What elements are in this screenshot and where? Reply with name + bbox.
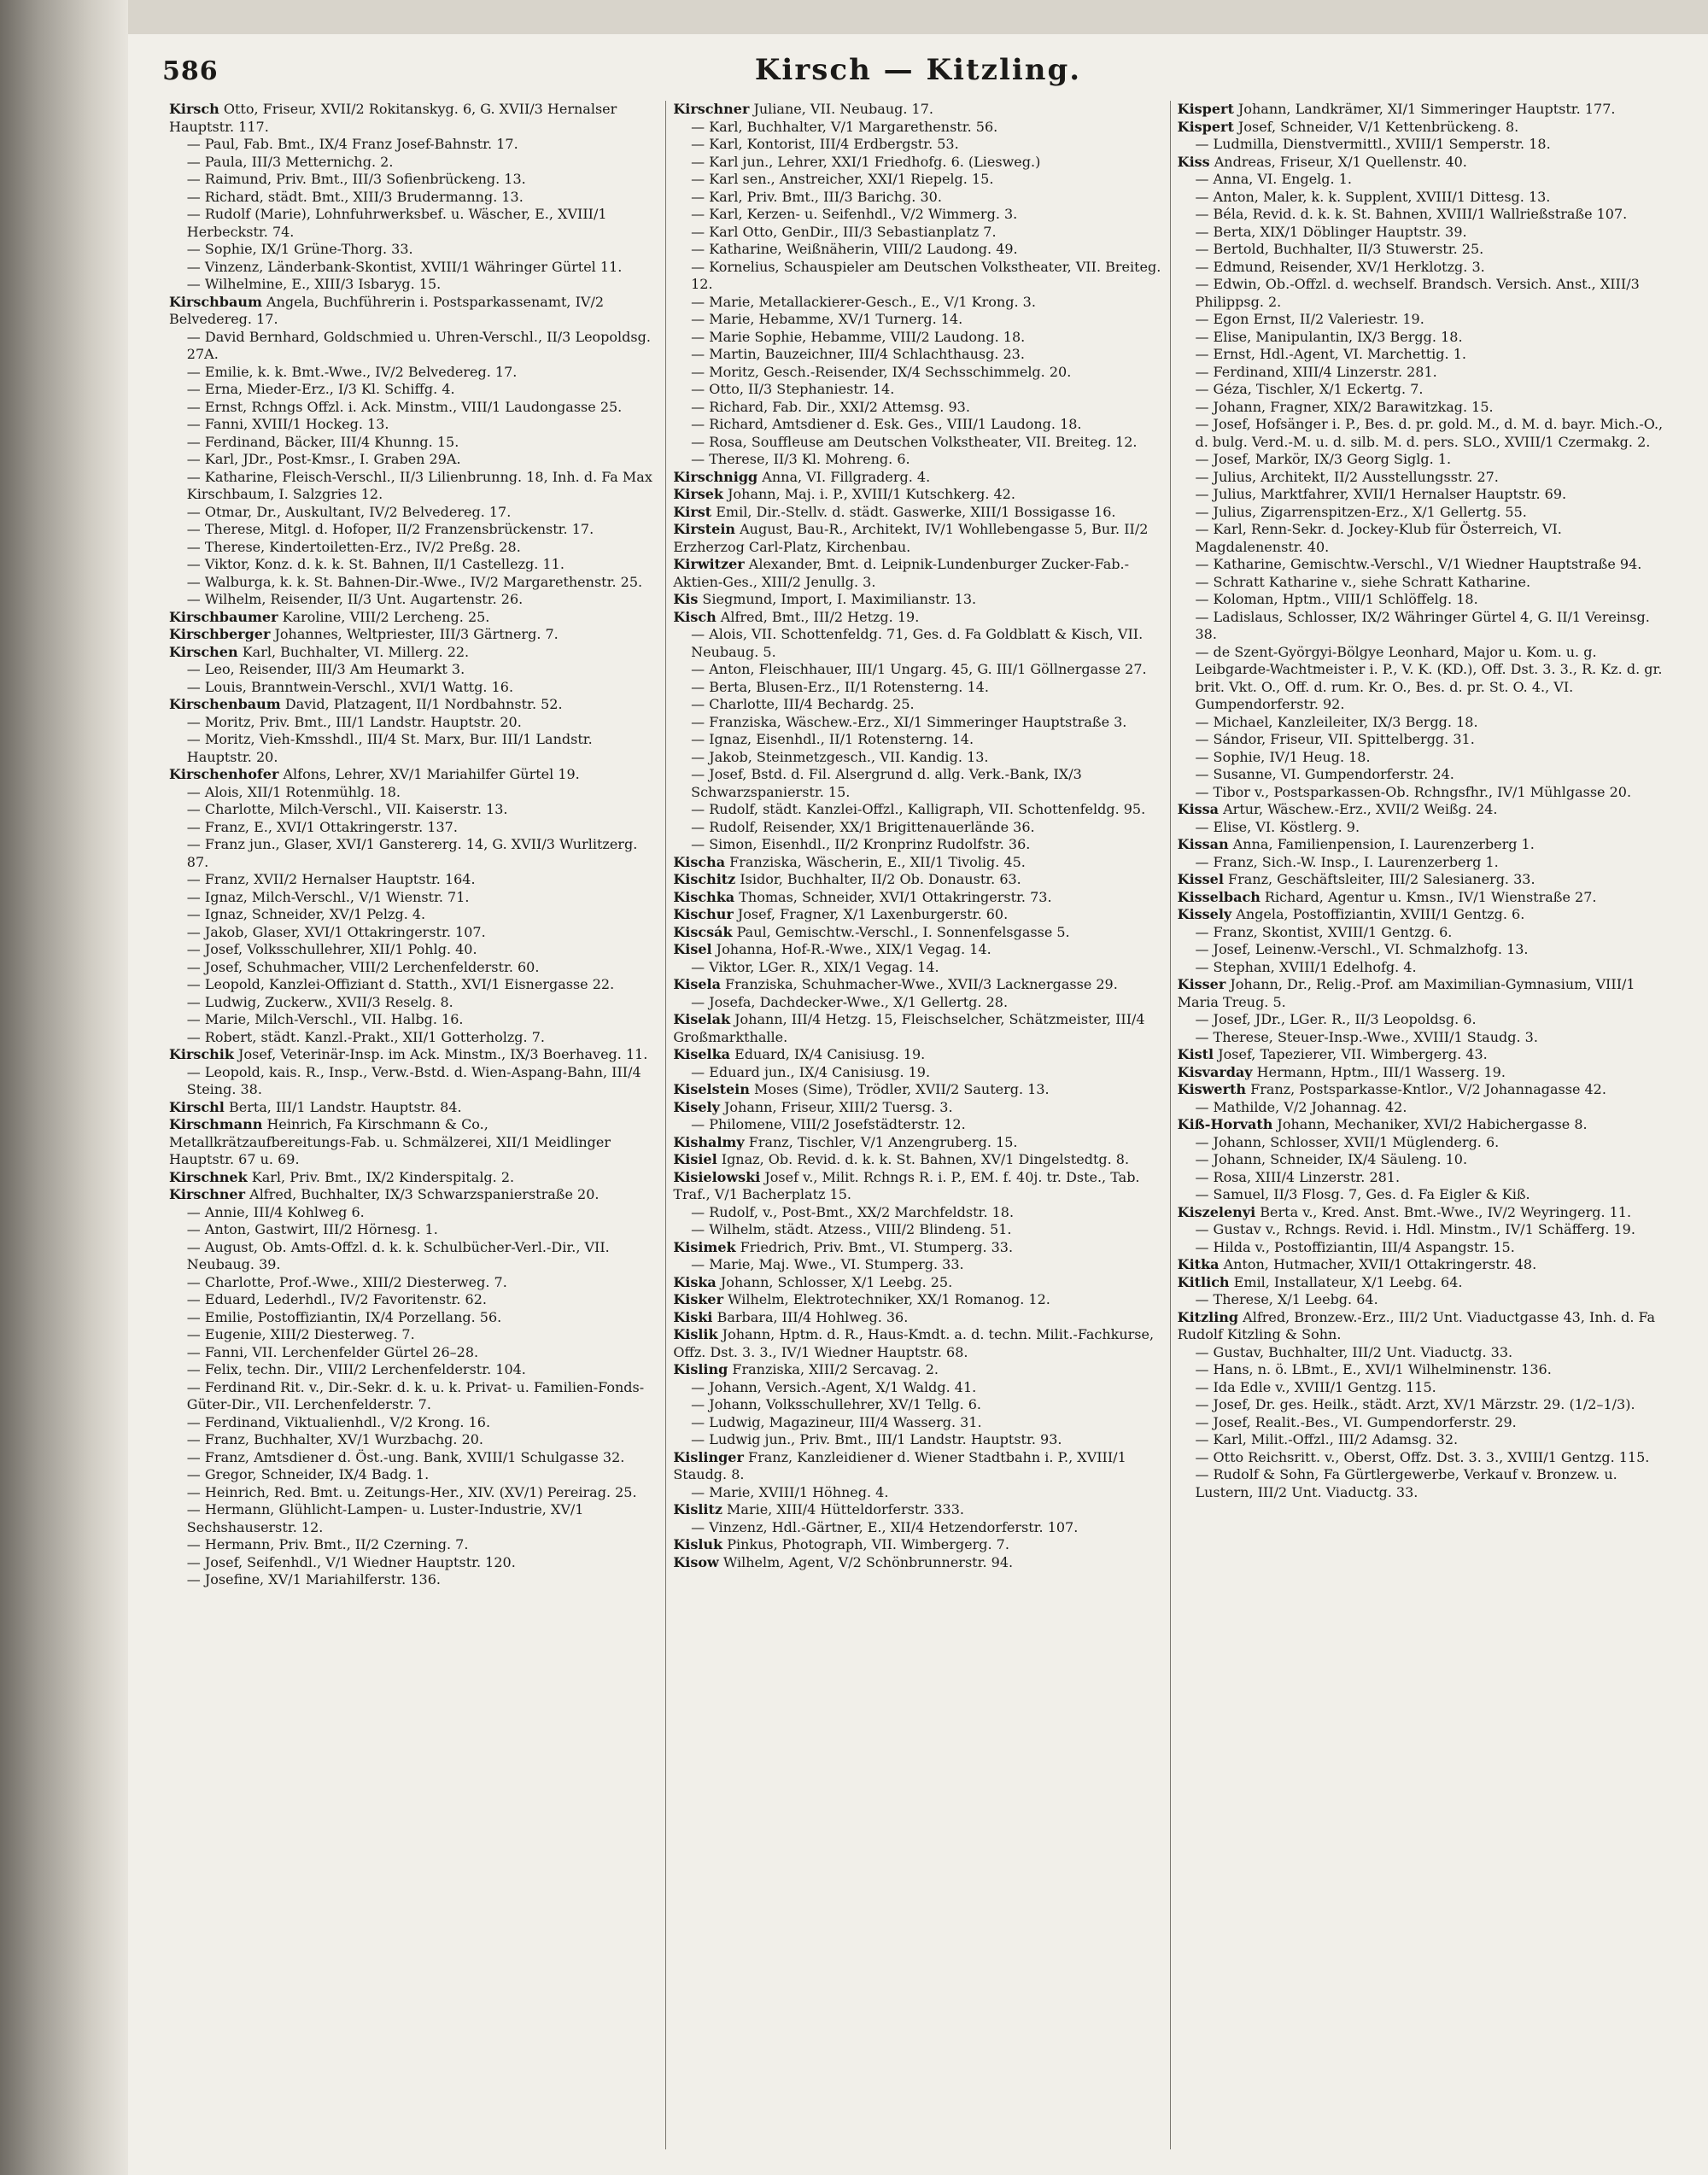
directory-entry: Kirstein August, Bau-R., Architekt, IV/1 Wohllebengasse 5, Bur. II/2 Erzherzog Carl-Platz, Kirchenbau. [673, 521, 1149, 555]
entry-surname: Kirschner [673, 101, 750, 117]
directory-entry: — Annie, III/4 Kohlweg 6. [186, 1203, 365, 1220]
directory-entry: — Josef, Markör, IX/3 Georg Siglg. 1. [1195, 451, 1452, 467]
directory-entry: Kirschbaumer Karoline, VIII/2 Lercheng. 25. [169, 608, 490, 625]
entry-surname: Kiszelenyi [1177, 1203, 1256, 1220]
directory-entry: — Hans, n. ö. LBmt., E., XVI/1 Wilhelminenstr. 136. [1195, 1361, 1552, 1377]
directory-entry: — August, Ob. Amts-Offzl. d. k. k. Schulbücher-Verl.-Dir., VII. Neubaug. 39. [186, 1238, 610, 1272]
directory-entry: — Kornelius, Schauspieler am Deutschen Volkstheater, VII. Breiteg. 12. [691, 258, 1161, 292]
directory-entry: — Hermann, Glühlicht-Lampen- u. Luster-Industrie, XV/1 Sechshauserstr. 12. [186, 1501, 584, 1535]
directory-entry: — Wilhelm, städt. Atzess., VIII/2 Blindeng. 51. [691, 1221, 1012, 1237]
directory-entry: — Ferdinand, Viktualienhdl., V/2 Krong. 16. [186, 1413, 491, 1430]
entry-surname: Kisiel [673, 1151, 717, 1167]
entry-surname: Kissely [1177, 906, 1232, 922]
directory-entry: — Viktor, Konz. d. k. k. St. Bahnen, II/1 Castellezg. 11. [186, 556, 564, 572]
directory-entry: Kissa Artur, Wäschew.-Erz., XVII/2 Weißg. 24. [1177, 801, 1498, 817]
directory-entry: — Franz, Sich.-W. Insp., I. Laurenzerberg 1. [1195, 853, 1499, 870]
directory-entry: Kisiel Ignaz, Ob. Revid. d. k. k. St. Bahnen, XV/1 Dingelstedtg. 8. [673, 1151, 1130, 1167]
directory-entry: Kisel Johanna, Hof-R.-Wwe., XIX/1 Vegag. 14. [673, 941, 991, 957]
entry-surname: Kiß-Horvath [1177, 1116, 1273, 1132]
directory-entry: — Berta, Blusen-Erz., II/1 Rotensterng. 14. [691, 678, 989, 695]
directory-entry: Kissely Angela, Postoffiziantin, XVIII/1 Gentzg. 6. [1177, 906, 1525, 922]
directory-entry: — Ferdinand Rit. v., Dir.-Sekr. d. k. u. k. Privat- u. Familien-Fonds-Güter-Dir., VII. Lerchenfelderstr. 7. [186, 1378, 645, 1412]
directory-page [128, 34, 1708, 2175]
directory-entry: — Tibor v., Postsparkassen-Ob. Rchngsfhr., IV/1 Mühlgasse 20. [1195, 783, 1632, 800]
directory-entry: Kislitz Marie, XIII/4 Hütteldorferstr. 333. [673, 1501, 964, 1517]
entry-surname: Kisielowski [673, 1168, 761, 1185]
entry-surname: Kirschenbaum [169, 696, 281, 712]
directory-entry: — Marie, Metallackierer-Gesch., E., V/1 Krong. 3. [691, 293, 1036, 310]
directory-entry: — Emilie, Postoffiziantin, IX/4 Porzellang. 56. [186, 1308, 502, 1325]
entry-surname: Kiselka [673, 1046, 731, 1062]
entry-surname: Kischa [673, 853, 726, 870]
directory-entry: — Josef, Hofsänger i. P., Bes. d. pr. gold. M., d. M. d. bayr. Mich.-O., d. bulg. Verd.-M. u. d. silb. M. d. pers. SLO., XVIII/1 Czermakg. 2. [1195, 416, 1664, 450]
directory-entry: — Franz jun., Glaser, XVI/1 Ganstererg. 14, G. XVII/3 Wurlitzerg. 87. [186, 836, 638, 870]
directory-entry: — Wilhelm, Reisender, II/3 Unt. Augartenstr. 26. [186, 591, 524, 607]
entry-surname: Kirsek [673, 486, 724, 502]
entry-surname: Kirschberger [169, 626, 271, 642]
directory-entry: — Ferdinand, Bäcker, III/4 Khunng. 15. [186, 433, 459, 450]
entry-surname: Kisselbach [1177, 888, 1261, 905]
directory-entry: — Anton, Fleischhauer, III/1 Ungarg. 45, G. III/1 Göllnergasse 27. [691, 661, 1147, 677]
directory-entry: Kirschner Juliane, VII. Neubaug. 17. [673, 101, 933, 117]
directory-entry: — Franz, Amtsdiener d. Öst.-ung. Bank, XVIII/1 Schulgasse 32. [186, 1448, 625, 1465]
entry-surname: Kirschl [169, 1098, 225, 1115]
entry-surname: Kis [673, 591, 699, 607]
directory-entry: — Johann, Fragner, XIX/2 Barawitzkag. 15. [1195, 398, 1494, 415]
entry-surname: Kisimek [673, 1238, 736, 1255]
directory-entry: — Karl Otto, GenDir., III/3 Sebastianplatz 7. [691, 223, 997, 240]
directory-entry: — Rudolf, Reisender, XX/1 Brigittenauerlände 36. [691, 818, 1035, 835]
directory-entry: — Therese, Steuer-Insp.-Wwe., XVIII/1 Staudg. 3. [1195, 1028, 1538, 1045]
entry-surname: Kirschbaum [169, 293, 262, 310]
directory-entry: — Edmund, Reisender, XV/1 Herklotzg. 3. [1195, 258, 1485, 275]
directory-entry: Kisling Franziska, XIII/2 Sercavag. 2. [673, 1361, 939, 1377]
directory-entry: Kischa Franziska, Wäscherin, E., XII/1 Tivolig. 45. [673, 853, 1026, 870]
directory-columns [162, 101, 1674, 2149]
directory-entry: Kissel Franz, Geschäftsleiter, III/2 Salesianerg. 33. [1177, 871, 1535, 887]
entry-surname: Kiscsák [673, 923, 733, 940]
book-gutter [0, 0, 128, 2175]
page-header [162, 53, 1674, 101]
entry-surname: Kislitz [673, 1501, 722, 1517]
directory-entry: Kisser Johann, Dr., Relig.-Prof. am Maximilian-Gymnasium, VIII/1 Maria Treug. 5. [1177, 976, 1635, 1010]
entry-surname: Kiski [673, 1308, 713, 1325]
directory-entry: — Géza, Tischler, X/1 Eckertg. 7. [1195, 381, 1424, 397]
directory-entry: — Gustav, Buchhalter, III/2 Unt. Viaductg. 33. [1195, 1343, 1513, 1360]
entry-surname: Kirschner [169, 1186, 246, 1202]
directory-entry: Kischitz Isidor, Buchhalter, II/2 Ob. Donaustr. 63. [673, 871, 1021, 887]
directory-entry: — Louis, Branntwein-Verschl., XVI/1 Wattg. 16. [186, 678, 514, 695]
directory-entry: Kisow Wilhelm, Agent, V/2 Schönbrunnerstr. 94. [673, 1553, 1014, 1570]
entry-surname: Kitlich [1177, 1273, 1230, 1290]
entry-surname: Kischka [673, 888, 735, 905]
directory-entry: Kitzling Alfred, Bronzew.-Erz., III/2 Unt. Viaductgasse 43, Inh. d. Fa Rudolf Kitzling & Sohn. [1177, 1308, 1656, 1342]
entry-surname: Kischitz [673, 871, 736, 887]
directory-entry: — Alois, VII. Schottenfeldg. 71, Ges. d. Fa Goldblatt & Kisch, VII. Neubaug. 5. [691, 626, 1144, 660]
directory-entry: — Michael, Kanzleileiter, IX/3 Bergg. 18. [1195, 713, 1478, 730]
directory-entry: — Vinzenz, Hdl.-Gärtner, E., XII/4 Hetzendorferstr. 107. [691, 1518, 1079, 1535]
running-head: Kirsch — Kitzling. [754, 53, 1082, 87]
entry-surname: Kirstein [673, 521, 736, 537]
entry-surname: Kiss [1177, 153, 1210, 170]
directory-entry: Kiselka Eduard, IX/4 Canisiusg. 19. [673, 1046, 926, 1062]
directory-entry: — Simon, Eisenhdl., II/2 Kronprinz Rudolfstr. 36. [691, 836, 1031, 852]
directory-entry: Kirschner Alfred, Buchhalter, IX/3 Schwarzspanierstraße 20. [169, 1186, 600, 1202]
directory-entry: — Johann, Versich.-Agent, X/1 Waldg. 41. [691, 1378, 977, 1395]
entry-surname: Kisvarday [1177, 1063, 1253, 1080]
directory-entry: Kirsek Johann, Maj. i. P., XVIII/1 Kutschkerg. 42. [673, 486, 1015, 502]
directory-entry: — Ida Edle v., XVIII/1 Gentzg. 115. [1195, 1378, 1436, 1395]
directory-entry: — Jakob, Glaser, XVI/1 Ottakringerstr. 107. [186, 923, 486, 940]
entry-surname: Kitzling [1177, 1308, 1239, 1325]
directory-entry: — Charlotte, Prof.-Wwe., XIII/2 Diesterweg. 7. [186, 1273, 507, 1290]
directory-entry: Kiska Johann, Schlosser, X/1 Leebg. 25. [673, 1273, 953, 1290]
directory-entry: — Charlotte, III/4 Bechardg. 25. [691, 696, 915, 712]
directory-entry: — Karl sen., Anstreicher, XXI/1 Riepelg. 15. [691, 171, 994, 187]
directory-entry: — Schratt Katharine v., siehe Schratt Katharine. [1195, 573, 1531, 590]
directory-entry: — Ignaz, Schneider, XV/1 Pelzg. 4. [186, 906, 426, 922]
directory-entry: — Sophie, IV/1 Heug. 18. [1195, 748, 1371, 765]
directory-entry: — Eduard jun., IX/4 Canisiusg. 19. [691, 1063, 931, 1080]
directory-entry: — Franziska, Wäschew.-Erz., XI/1 Simmeringer Hauptstraße 3. [691, 713, 1127, 730]
directory-entry: — Moritz, Vieh-Kmsshdl., III/4 St. Marx, Bur. III/1 Landstr. Hauptstr. 20. [186, 731, 593, 765]
directory-entry: Kirschnigg Anna, VI. Fillgraderg. 4. [673, 468, 931, 485]
directory-entry: — Marie Sophie, Hebamme, VIII/2 Laudong. 18. [691, 328, 1026, 345]
entry-surname: Kishalmy [673, 1133, 745, 1150]
directory-entry: — Julius, Marktfahrer, XVII/1 Hernalser Hauptstr. 69. [1195, 486, 1567, 502]
directory-entry: — Rudolf, v., Post-Bmt., XX/2 Marchfeldstr. 18. [691, 1203, 1015, 1220]
directory-entry: — Karl, Kontorist, III/4 Erdbergstr. 53. [691, 136, 959, 152]
directory-entry: — Franz, XVII/2 Hernalser Hauptstr. 164. [186, 871, 476, 887]
directory-column-2 [665, 101, 1169, 2149]
directory-entry: — Ignaz, Milch-Verschl., V/1 Wienstr. 71. [186, 888, 470, 905]
directory-entry: Kitka Anton, Hutmacher, XVII/1 Ottakringerstr. 48. [1177, 1256, 1537, 1272]
directory-entry: — Therese, II/3 Kl. Mohreng. 6. [691, 451, 910, 467]
directory-entry: Kis Siegmund, Import, I. Maximilianstr. 13. [673, 591, 977, 607]
directory-entry: — Marie, XVIII/1 Höhneg. 4. [691, 1483, 889, 1500]
entry-surname: Kirschmann [169, 1116, 263, 1132]
directory-entry: — Franz, E., XVI/1 Ottakringerstr. 137. [186, 818, 458, 835]
directory-entry: — Josef, Volksschullehrer, XII/1 Pohlg. 40. [186, 941, 477, 957]
directory-entry: — Josefa, Dachdecker-Wwe., X/1 Gellertg. 28. [691, 993, 1009, 1010]
entry-surname: Kiswerth [1177, 1081, 1247, 1097]
directory-entry: — Wilhelmine, E., XIII/3 Isbaryg. 15. [186, 276, 442, 292]
directory-entry: Kirschmann Heinrich, Fa Kirschmann & Co., Metallkrätzaufbereitungs-Fab. u. Schmälzerei, XII/1 Meidlinger Hauptstr. 67 u. 69. [169, 1116, 611, 1167]
directory-entry: — Moritz, Gesch.-Reisender, IX/4 Sechsschimmelg. 20. [691, 363, 1072, 380]
directory-entry: — Ernst, Hdl.-Agent, VI. Marchettig. 1. [1195, 346, 1466, 362]
entry-surname: Kiselak [673, 1011, 731, 1027]
directory-entry: — Fanni, VII. Lerchenfelder Gürtel 26–28. [186, 1343, 479, 1360]
directory-entry: — Raimund, Priv. Bmt., III/3 Sofienbrückeng. 13. [186, 171, 526, 187]
directory-entry: — Rosa, XIII/4 Linzerstr. 281. [1195, 1168, 1401, 1185]
directory-entry: Kiselak Johann, III/4 Hetzg. 15, Fleischselcher, Schätzmeister, III/4 Großmarkthalle. [673, 1011, 1145, 1045]
directory-entry: — Paula, III/3 Metternichg. 2. [186, 153, 394, 170]
directory-entry: Kirst Emil, Dir.-Stellv. d. städt. Gaswerke, XIII/1 Bossigasse 16. [673, 503, 1116, 520]
directory-entry: — Eduard, Lederhdl., IV/2 Favoritenstr. 62. [186, 1291, 487, 1307]
directory-entry: Kitlich Emil, Installateur, X/1 Leebg. 64. [1177, 1273, 1463, 1290]
directory-entry: — Richard, Fab. Dir., XXI/2 Attemsg. 93. [691, 398, 970, 415]
directory-entry: Kirschen Karl, Buchhalter, VI. Millerg. 22. [169, 643, 470, 660]
entry-surname: Kissa [1177, 801, 1220, 817]
directory-entry: — Robert, städt. Kanzl.-Prakt., XII/1 Gotterholzg. 7. [186, 1028, 545, 1045]
directory-entry: — Leo, Reisender, III/3 Am Heumarkt 3. [186, 661, 465, 677]
directory-entry: Kiski Barbara, III/4 Hohlweg. 36. [673, 1308, 909, 1325]
directory-entry: Kispert Johann, Landkrämer, XI/1 Simmeringer Hauptstr. 177. [1177, 101, 1616, 117]
directory-entry: Kischka Thomas, Schneider, XVI/1 Ottakringerstr. 73. [673, 888, 1052, 905]
entry-surname: Kisch [673, 608, 717, 625]
directory-entry: — Josef, Dr. ges. Heilk., städt. Arzt, XV/1 Märzstr. 29. (1/2–1/3). [1195, 1396, 1635, 1412]
entry-surname: Kirschen [169, 643, 238, 660]
entry-surname: Kirst [673, 503, 712, 520]
directory-entry: — Elise, VI. Köstlerg. 9. [1195, 818, 1360, 835]
directory-entry: — Sándor, Friseur, VII. Spittelbergg. 31. [1195, 731, 1475, 747]
directory-entry: — Rudolf (Marie), Lohnfuhrwerksbef. u. Wäscher, E., XVIII/1 Herbeckstr. 74. [186, 206, 607, 240]
directory-entry: — Viktor, LGer. R., XIX/1 Vegag. 14. [691, 958, 939, 975]
entry-surname: Kirwitzer [673, 556, 745, 572]
entry-surname: Kirsch [169, 101, 219, 117]
directory-entry: — Katharine, Weißnäherin, VIII/2 Laudong. 49. [691, 241, 1018, 257]
directory-entry: — Erna, Mieder-Erz., I/3 Kl. Schiffg. 4. [186, 381, 455, 397]
entry-surname: Kisow [673, 1553, 719, 1570]
directory-entry: — Mathilde, V/2 Johannag. 42. [1195, 1098, 1407, 1115]
directory-entry: — Marie, Milch-Verschl., VII. Halbg. 16. [186, 1011, 464, 1027]
directory-entry: — Ludmilla, Dienstvermittl., XVIII/1 Semperstr. 18. [1195, 136, 1551, 152]
directory-entry: Kischur Josef, Fragner, X/1 Laxenburgerstr. 60. [673, 906, 1009, 922]
directory-entry: — Rudolf, städt. Kanzlei-Offzl., Kalligraph, VII. Schottenfeldg. 95. [691, 801, 1146, 817]
directory-entry: — Josefine, XV/1 Mariahilferstr. 136. [186, 1571, 441, 1587]
directory-entry: — Marie, Maj. Wwe., VI. Stumperg. 33. [691, 1256, 964, 1272]
directory-entry: — Fanni, XVIII/1 Hockeg. 13. [186, 416, 389, 432]
directory-entry: — Otto Reichsritt. v., Oberst, Offz. Dst. 3. 3., XVIII/1 Gentzg. 115. [1195, 1448, 1650, 1465]
directory-entry: — Karl, JDr., Post-Kmsr., I. Graben 29A. [186, 451, 461, 467]
directory-entry: — Felix, techn. Dir., VIII/2 Lerchenfelderstr. 104. [186, 1361, 526, 1377]
directory-entry: Kisimek Friedrich, Priv. Bmt., VI. Stumperg. 33. [673, 1238, 1014, 1255]
directory-entry: — Ludwig jun., Priv. Bmt., III/1 Landstr. Hauptstr. 93. [691, 1431, 1062, 1447]
entry-surname: Kirschnek [169, 1168, 248, 1185]
directory-entry: — Hilda v., Postoffiziantin, III/4 Aspangstr. 15. [1195, 1238, 1515, 1255]
directory-entry: — Anna, VI. Engelg. 1. [1195, 171, 1352, 187]
directory-entry: — Alois, XII/1 Rotenmühlg. 18. [186, 783, 401, 800]
directory-entry: — Franz, Skontist, XVIII/1 Gentzg. 6. [1195, 923, 1453, 940]
directory-entry: — Karl jun., Lehrer, XXI/1 Friedhofg. 6. (Liesweg.) [691, 153, 1041, 170]
directory-entry: — Ferdinand, XIII/4 Linzerstr. 281. [1195, 363, 1437, 380]
directory-entry: Kiß-Horvath Johann, Mechaniker, XVI/2 Habichergasse 8. [1177, 1116, 1588, 1132]
directory-entry: — Béla, Revid. d. k. k. St. Bahnen, XVIII/1 Wallrießstraße 107. [1195, 206, 1628, 222]
directory-entry: Kislik Johann, Hptm. d. R., Haus-Kmdt. a. d. techn. Milit.-Fachkurse, Offz. Dst. 3. 3., IV/1 Wiedner Hauptstr. 68. [673, 1326, 1155, 1360]
entry-surname: Kisling [673, 1361, 728, 1377]
entry-surname: Kirschbaumer [169, 608, 278, 625]
directory-entry: — Leopold, Kanzlei-Offiziant d. Statth., XVI/1 Eisnergasse 22. [186, 976, 615, 992]
entry-surname: Kiselstein [673, 1081, 750, 1097]
directory-entry: — Walburga, k. k. St. Bahnen-Dir.-Wwe., IV/2 Margarethenstr. 25. [186, 573, 643, 590]
directory-entry: Kispert Josef, Schneider, V/1 Kettenbrückeng. 8. [1177, 118, 1519, 135]
directory-entry: Kisker Wilhelm, Elektrotechniker, XX/1 Romanog. 12. [673, 1291, 1050, 1307]
entry-surname: Kitka [1177, 1256, 1220, 1272]
directory-entry: — Stephan, XVIII/1 Edelhofg. 4. [1195, 958, 1417, 975]
directory-entry: Kisvarday Hermann, Hptm., III/1 Wasserg. 19. [1177, 1063, 1506, 1080]
entry-surname: Kispert [1177, 118, 1234, 135]
directory-entry: — Moritz, Priv. Bmt., III/1 Landstr. Hauptstr. 20. [186, 713, 522, 730]
directory-entry: — Therese, Kindertoiletten-Erz., IV/2 Preßg. 28. [186, 538, 521, 555]
directory-entry: — Ignaz, Eisenhdl., II/1 Rotensterng. 14. [691, 731, 974, 747]
entry-surname: Kispert [1177, 101, 1234, 117]
directory-entry: Kiselstein Moses (Sime), Trödler, XVII/2 Sauterg. 13. [673, 1081, 1050, 1097]
directory-entry: Kislinger Franz, Kanzleidiener d. Wiener Stadtbahn i. P., XVIII/1 Staudg. 8. [673, 1448, 1126, 1482]
directory-entry: — Vinzenz, Länderbank-Skontist, XVIII/1 Währinger Gürtel 11. [186, 258, 623, 275]
entry-surname: Kislik [673, 1326, 718, 1342]
directory-entry: — Julius, Architekt, II/2 Ausstellungsstr. 27. [1195, 468, 1499, 485]
directory-entry: — Johann, Schlosser, XVII/1 Müglenderg. 6. [1195, 1133, 1500, 1150]
directory-column-3 [1170, 101, 1674, 2149]
directory-entry: — Julius, Zigarrenspitzen-Erz., X/1 Gellertg. 55. [1195, 503, 1527, 520]
directory-entry: — Elise, Manipulantin, IX/3 Bergg. 18. [1195, 328, 1463, 345]
entry-surname: Kisker [673, 1291, 724, 1307]
directory-entry: — de Szent-Györgyi-Bölgye Leonhard, Major u. Kom. u. g. Leibgarde-Wachtmeister i. P., V. K. (KD.), Off. Dst. 3. 3., R. Kz. d. gr. brit. Vkt. O., Off. d. rum. Kr. O., Bes. d. pr. St. O. 4., VI. Gumpendorferstr. 92. [1195, 643, 1663, 712]
entry-surname: Kissel [1177, 871, 1224, 887]
directory-entry: — Egon Ernst, II/2 Valeriestr. 19. [1195, 311, 1424, 327]
directory-entry: — Richard, Amtsdiener d. Esk. Ges., VIII/1 Laudong. 18. [691, 416, 1082, 432]
directory-entry: — Rosa, Souffleuse am Deutschen Volkstheater, VII. Breiteg. 12. [691, 433, 1138, 450]
directory-entry: Kisch Alfred, Bmt., III/2 Hetzg. 19. [673, 608, 920, 625]
directory-entry: Kirschl Berta, III/1 Landstr. Hauptstr. 84. [169, 1098, 462, 1115]
directory-entry: — Josef, Seifenhdl., V/1 Wiedner Hauptstr. 120. [186, 1553, 516, 1570]
directory-entry: — Josef, Realit.-Bes., VI. Gumpendorferstr. 29. [1195, 1413, 1517, 1430]
directory-entry: Kirsch Otto, Friseur, XVII/2 Rokitanskyg. 6, G. XVII/3 Hernalser Hauptstr. 117. [169, 101, 617, 135]
directory-entry: Kiss Andreas, Friseur, X/1 Quellenstr. 40. [1177, 153, 1467, 170]
directory-entry: — Ludwig, Zuckerw., XVII/3 Reselg. 8. [186, 993, 453, 1010]
directory-entry: Kirschberger Johannes, Weltpriester, III/3 Gärtnerg. 7. [169, 626, 559, 642]
directory-entry: — Martin, Bauzeichner, III/4 Schlachthausg. 23. [691, 346, 1025, 362]
directory-entry: — Koloman, Hptm., VIII/1 Schlöffelg. 18. [1195, 591, 1478, 607]
directory-entry: — Ernst, Rchngs Offzl. i. Ack. Minstm., VIII/1 Laudongasse 25. [186, 398, 623, 415]
directory-entry: — Charlotte, Milch-Verschl., VII. Kaiserstr. 13. [186, 801, 508, 817]
directory-entry: — David Bernhard, Goldschmied u. Uhren-Verschl., II/3 Leopoldsg. 27A. [186, 328, 651, 362]
directory-entry: — Josef, JDr., LGer. R., II/3 Leopoldsg. 6. [1195, 1011, 1477, 1027]
directory-entry: Kirwitzer Alexander, Bmt. d. Leipnik-Lundenburger Zucker-Fab.-Aktien-Ges., XIII/2 Jenullg. 3. [673, 556, 1129, 590]
directory-entry: Kishalmy Franz, Tischler, V/1 Anzengruberg. 15. [673, 1133, 1018, 1150]
directory-entry: — Samuel, II/3 Flosg. 7, Ges. d. Fa Eigler & Kiß. [1195, 1186, 1530, 1202]
directory-entry: — Bertold, Buchhalter, II/3 Stuwerstr. 25. [1195, 241, 1484, 257]
entry-surname: Kislinger [673, 1448, 744, 1465]
directory-entry: — Sophie, IX/1 Grüne-Thorg. 33. [186, 241, 413, 257]
page-number: 586 [162, 56, 219, 86]
entry-surname: Kisely [673, 1098, 720, 1115]
directory-entry: — Josef, Schuhmacher, VIII/2 Lerchenfelderstr. 60. [186, 958, 540, 975]
directory-entry: Kisela Franziska, Schuhmacher-Wwe., XVII/3 Lacknergasse 29. [673, 976, 1118, 992]
directory-entry: — Johann, Schneider, IX/4 Säuleng. 10. [1195, 1151, 1468, 1167]
directory-entry: Kisselbach Richard, Agentur u. Kmsn., IV/1 Wienstraße 27. [1177, 888, 1597, 905]
directory-entry: — Philomene, VIII/2 Josefstädterstr. 12. [691, 1116, 966, 1132]
directory-entry: — Anton, Gastwirt, III/2 Hörnesg. 1. [186, 1221, 438, 1237]
directory-entry: — Franz, Buchhalter, XV/1 Wurzbachg. 20. [186, 1431, 484, 1447]
directory-entry: — Ladislaus, Schlosser, IX/2 Währinger Gürtel 4, G. II/1 Vereinsg. 38. [1195, 608, 1650, 642]
directory-entry: — Rudolf & Sohn, Fa Gürtlergewerbe, Verkauf v. Bronzew. u. Lustern, III/2 Unt. Viaductg. 33. [1195, 1466, 1617, 1500]
directory-entry: Kirschenhofer Alfons, Lehrer, XV/1 Mariahilfer Gürtel 19. [169, 766, 580, 782]
directory-entry: — Gregor, Schneider, IX/4 Badg. 1. [186, 1466, 430, 1482]
directory-entry: — Therese, X/1 Leebg. 64. [1195, 1291, 1378, 1307]
directory-entry: — Richard, städt. Bmt., XIII/3 Brudermanng. 13. [186, 188, 524, 205]
directory-entry: — Katharine, Fleisch-Verschl., II/3 Lilienbrunng. 18, Inh. d. Fa Max Kirschbaum, I. Salzgries 12. [186, 468, 652, 502]
directory-entry: Kirschbaum Angela, Buchführerin i. Postsparkassenamt, IV/2 Belvedereg. 17. [169, 293, 605, 327]
directory-entry: Kiswerth Franz, Postsparkasse-Kntlor., V/2 Johannagasse 42. [1177, 1081, 1606, 1097]
directory-entry: — Anton, Maler, k. k. Supplent, XVIII/1 Dittesg. 13. [1195, 188, 1551, 205]
directory-entry: — Jakob, Steinmetzgesch., VII. Kandig. 13. [691, 748, 989, 765]
entry-surname: Kischur [673, 906, 734, 922]
entry-surname: Kisela [673, 976, 721, 992]
directory-entry: — Karl, Buchhalter, V/1 Margarethenstr. 56. [691, 118, 998, 135]
directory-entry: — Susanne, VI. Gumpendorferstr. 24. [1195, 766, 1454, 782]
directory-entry: — Heinrich, Red. Bmt. u. Zeitungs-Her., XIV. (XV/1) Pereirag. 25. [186, 1483, 637, 1500]
directory-entry: Kisely Johann, Friseur, XIII/2 Tuersg. 3. [673, 1098, 953, 1115]
directory-entry: Kissan Anna, Familienpension, I. Laurenzerberg 1. [1177, 836, 1535, 852]
directory-entry: — Otmar, Dr., Auskultant, IV/2 Belvedereg. 17. [186, 503, 512, 520]
directory-entry: — Gustav v., Rchngs. Revid. i. Hdl. Minstm., IV/1 Schäfferg. 19. [1195, 1221, 1635, 1237]
directory-entry: — Karl, Priv. Bmt., III/3 Barichg. 30. [691, 188, 942, 205]
entry-surname: Kisel [673, 941, 712, 957]
directory-entry: — Ludwig, Magazineur, III/4 Wasserg. 31. [691, 1413, 982, 1430]
directory-entry: Kisluk Pinkus, Photograph, VII. Wimbergerg. 7. [673, 1536, 1009, 1552]
directory-entry: — Karl, Kerzen- u. Seifenhdl., V/2 Wimmerg. 3. [691, 206, 1018, 222]
directory-entry: — Karl, Renn-Sekr. d. Jockey-Klub für Österreich, VI. Magdalenenstr. 40. [1195, 521, 1562, 555]
directory-entry: Kisielowski Josef v., Milit. Rchngs R. i. P., EM. f. 40j. tr. Dste., Tab. Traf., V/1 Bacherplatz 15. [673, 1168, 1140, 1202]
entry-surname: Kiska [673, 1273, 717, 1290]
directory-entry: Kirschenbaum David, Platzagent, II/1 Nordbahnstr. 52. [169, 696, 563, 712]
directory-entry: — Edwin, Ob.-Offzl. d. wechself. Brandsch. Versich. Anst., XIII/3 Philippsg. 2. [1195, 276, 1640, 310]
directory-entry: — Johann, Volksschullehrer, XV/1 Tellg. 6. [691, 1396, 982, 1412]
entry-surname: Kisser [1177, 976, 1226, 992]
directory-entry: Kiszelenyi Berta v., Kred. Anst. Bmt.-Wwe., IV/2 Weyringerg. 11. [1177, 1203, 1632, 1220]
directory-entry: — Karl, Milit.-Offzl., III/2 Adamsg. 32. [1195, 1431, 1459, 1447]
directory-entry: Kirschik Josef, Veterinär-Insp. im Ack. Minstm., IX/3 Boerhaveg. 11. [169, 1046, 648, 1062]
directory-entry: — Paul, Fab. Bmt., IX/4 Franz Josef-Bahnstr. 17. [186, 136, 518, 152]
directory-entry: — Eugenie, XIII/2 Diesterweg. 7. [186, 1326, 415, 1342]
directory-entry: — Leopold, kais. R., Insp., Verw.-Bstd. d. Wien-Aspang-Bahn, III/4 Steing. 38. [186, 1063, 641, 1097]
directory-entry: Kistl Josef, Tapezierer, VII. Wimbergerg. 43. [1177, 1046, 1488, 1062]
entry-surname: Kissan [1177, 836, 1229, 852]
directory-entry: — Josef, Bstd. d. Fil. Alsergrund d. allg. Verk.-Bank, IX/3 Schwarzspanierstr. 15. [691, 766, 1082, 800]
directory-entry: — Berta, XIX/1 Döblinger Hauptstr. 39. [1195, 223, 1467, 240]
entry-surname: Kisluk [673, 1536, 723, 1552]
directory-entry: — Emilie, k. k. Bmt.-Wwe., IV/2 Belvedereg. 17. [186, 363, 518, 380]
directory-entry: — Katharine, Gemischtw.-Verschl., V/1 Wiedner Hauptstraße 94. [1195, 556, 1642, 572]
directory-entry: — Marie, Hebamme, XV/1 Turnerg. 14. [691, 311, 963, 327]
entry-surname: Kirschenhofer [169, 766, 279, 782]
directory-entry: — Josef, Leinenw.-Verschl., VI. Schmalzhofg. 13. [1195, 941, 1529, 957]
directory-entry: — Hermann, Priv. Bmt., II/2 Czerning. 7. [186, 1536, 469, 1552]
directory-column-1 [162, 101, 665, 2149]
directory-entry: Kirschnek Karl, Priv. Bmt., IX/2 Kinderspitalg. 2. [169, 1168, 515, 1185]
entry-surname: Kistl [1177, 1046, 1214, 1062]
directory-entry: — Otto, II/3 Stephaniestr. 14. [691, 381, 895, 397]
directory-entry: — Therese, Mitgl. d. Hofoper, II/2 Franzensbrückenstr. 17. [186, 521, 594, 537]
entry-surname: Kirschnigg [673, 468, 758, 485]
directory-entry: Kiscsák Paul, Gemischtw.-Verschl., I. Sonnenfelsgasse 5. [673, 923, 1070, 940]
entry-surname: Kirschik [169, 1046, 234, 1062]
